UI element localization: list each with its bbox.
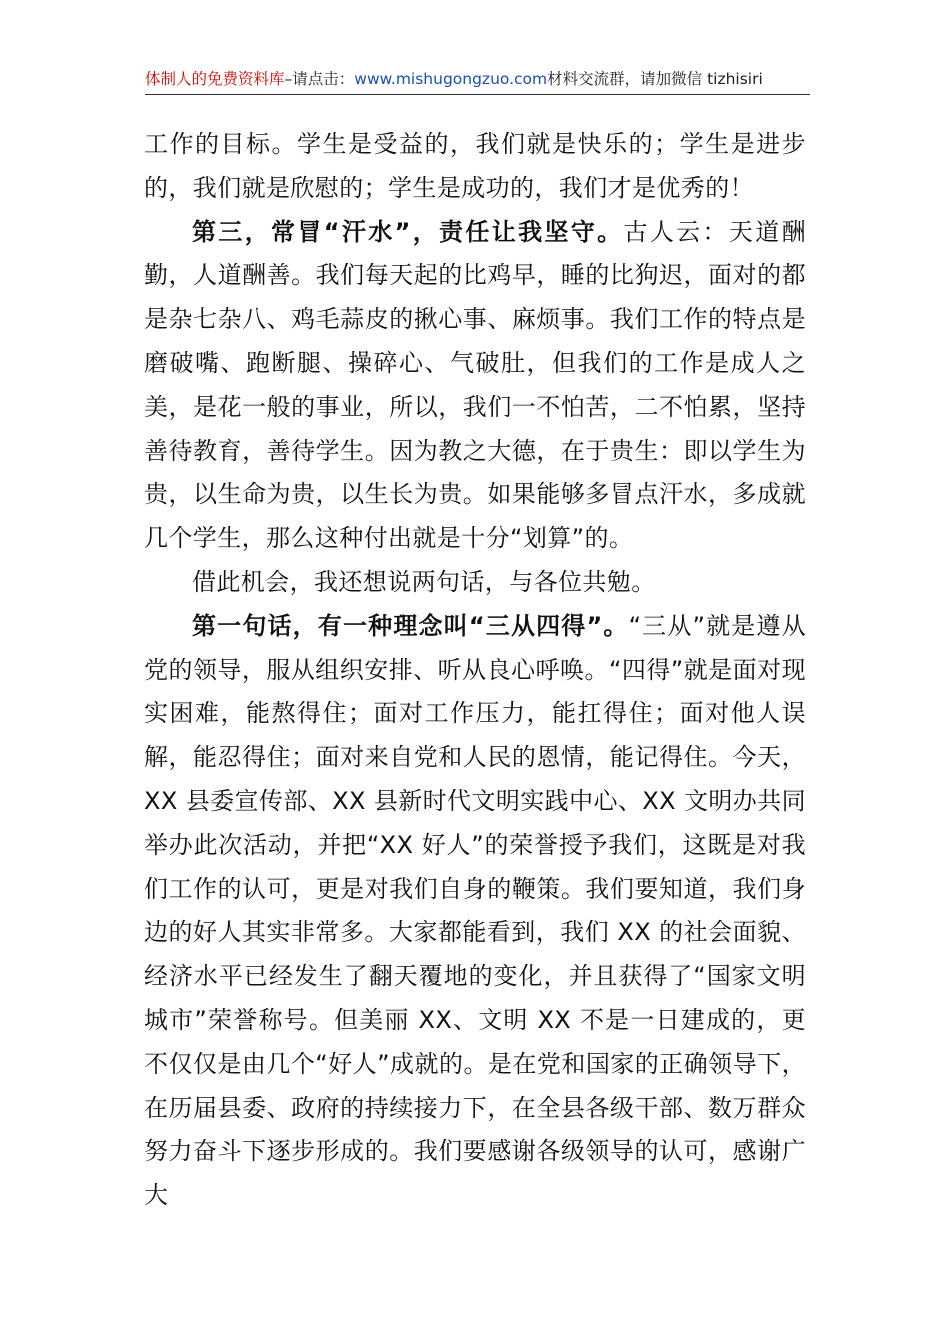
header-tail: 材料交流群，请加微信 tizhisiri bbox=[547, 70, 763, 88]
paragraph-3 bbox=[144, 561, 806, 605]
paragraph-2 bbox=[144, 211, 806, 561]
header-prompt: –请点击： bbox=[284, 70, 355, 88]
paragraph-1-text: 工作的目标。学生是受益的，我们就是快乐的；学生是进步的，我们就是欣慰的；学生是成功的，我们才是优秀的！ bbox=[144, 130, 806, 202]
paragraph-4-text: “三从”就是遵从党的领导，服从组织安排、听从良心呼唤。“四得”就是面对现实困难，能熬得住；面对工作压力，能扛得住；面对他人误解，能忍得住；面对来自党和人民的恩情，能记得住。今天，XX 县委宣传部、XX 县新时代文明实践中心、XX 文明办共同举办此次活动，并把“XX 好人”的荣誉授予我们，这既是对我们工作的认可，更是对我们自身的鞭策。我们要知道，我们身边的好人其实非常多。大家都能看到，我们 XX 的社会面貌、经济水平已经发生了翻天覆地的变化，并且获得了“国家文明城市”荣誉称号。但美丽 XX、文明 XX 不是一日建成的，更不仅仅是由几个“好人”成就的。是在党和国家的正确领导下，在历届县委、政府的持续接力下，在全县各级干部、数万群众努力奋斗下逐步形成的。我们要感谢各级领导的认可，感谢广大 bbox=[144, 611, 806, 1210]
document-body bbox=[144, 123, 806, 1218]
paragraph-4-heading: 第一句话，有一种理念叫“三从四得”。 bbox=[192, 611, 629, 640]
paragraph-4 bbox=[144, 605, 806, 1218]
page-header bbox=[145, 66, 810, 95]
header-brand: 体制人的免费资料库 bbox=[145, 70, 285, 88]
paragraph-1 bbox=[144, 123, 806, 211]
paragraph-2-text: 古人云：天道酬勤，人道酬善。我们每天起的比鸡早，睡的比狗迟，面对的都是杂七杂八、鸡毛蒜皮的揪心事、麻烦事。我们工作的特点是磨破嘴、跑断腿、操碎心、气破肚，但我们的工作是成人之美，是花一般的事业，所以，我们一不怕苦，二不怕累，坚持善待教育，善待学生。因为教之大德，在于贵生：即以学生为贵，以生命为贵，以生长为贵。如果能够多冒点汗水，多成就几个学生，那么这种付出就是十分“划算”的。 bbox=[144, 217, 806, 553]
paragraph-3-text: 借此机会，我还想说两句话，与各位共勉。 bbox=[192, 567, 656, 596]
paragraph-2-heading: 第三，常冒“汗水”，责任让我坚守。 bbox=[192, 217, 624, 246]
header-link[interactable]: www.mishugongzuo.com bbox=[354, 70, 548, 88]
